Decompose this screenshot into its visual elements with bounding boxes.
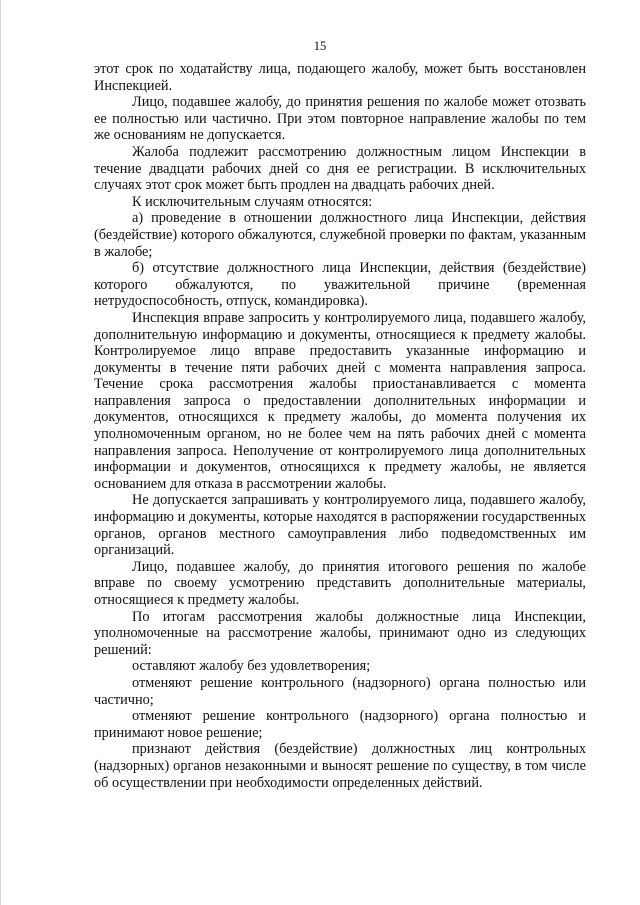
paragraph: Лицо, подавшее жалобу, до принятия итогового решения по жалобе вправе по своему усмотрению представить дополнительные материалы, относящиеся к предмету жалобы. (94, 558, 586, 608)
scan-edge (0, 0, 1, 905)
paragraph: этот срок по ходатайству лица, подающего жалобу, может быть восстановлен Инспекцией. (94, 61, 586, 94)
page-number: 15 (313, 39, 327, 53)
list-item: отменяют решение контрольного (надзорного) органа полностью и принимают новое решение; (94, 708, 586, 741)
paragraph: К исключительным случаям относятся: (132, 193, 373, 210)
list-item: признают действия (бездействие) должностных лиц контрольных (надзорных) органов незаконными и выносят решение по существу, в том числе об осуществлении при необходимости определенных действий. (94, 741, 586, 791)
paragraph: По итогам рассмотрения жалобы должностные лица Инспекции, уполномоченные на рассмотрение жалобы, принимают одно из следующих решений: (94, 608, 586, 658)
paragraph: Лицо, подавшее жалобу, до принятия решения по жалобе может отозвать ее полностью или частично. При этом повторное направление жалобы по тем же основаниям не допускается. (94, 94, 586, 144)
list-item: оставляют жалобу без удовлетворения; (132, 658, 371, 675)
list-item: б) отсутствие должностного лица Инспекции, действия (бездействие) которого обжалуются, по уважительной причине (временная нетрудоспособность, отпуск, командировка). (94, 260, 586, 310)
list-item: отменяют решение контрольного (надзорного) органа полностью или частично; (94, 674, 586, 708)
paragraph: Инспекция вправе запросить у контролируемого лица, подавшего жалобу, дополнительную информацию и документы, относящиеся к предмету жалобы. Контролируемое лицо вправе предоставить указанные информацию и документы в течение пяти рабочих дней с момента направления запроса. Течение срока рассмотрения жалобы приостанавливается с момента направления запроса о предоставлении дополнительных информации и документов, относящихся к предмету жалобы, до момента получения их уполномоченным органом, но не более чем на пять рабочих дней с момента направления запроса. Неполучение от контролируемого лица дополнительных информации и документов, относящихся к предмету жалобы, не является основанием для отказа в рассмотрении жалобы. (94, 309, 586, 492)
paragraph: Не допускается запрашивать у контролируемого лица, подавшего жалобу, информацию и документы, которые находятся в распоряжении государственных органов, органов местного самоуправления либо подведомственных им организаций. (94, 492, 586, 559)
list-item: а) проведение в отношении должностного лица Инспекции, действия (бездействие) которого обжалуются, служебной проверки по фактам, указанным в жалобе; (94, 210, 586, 260)
paragraph: Жалоба подлежит рассмотрению должностным лицом Инспекции в течение двадцати рабочих дней со дня ее регистрации. В исключительных случаях этот срок может быть продлен на двадцать рабочих дней. (94, 143, 586, 194)
document-body (94, 61, 586, 791)
